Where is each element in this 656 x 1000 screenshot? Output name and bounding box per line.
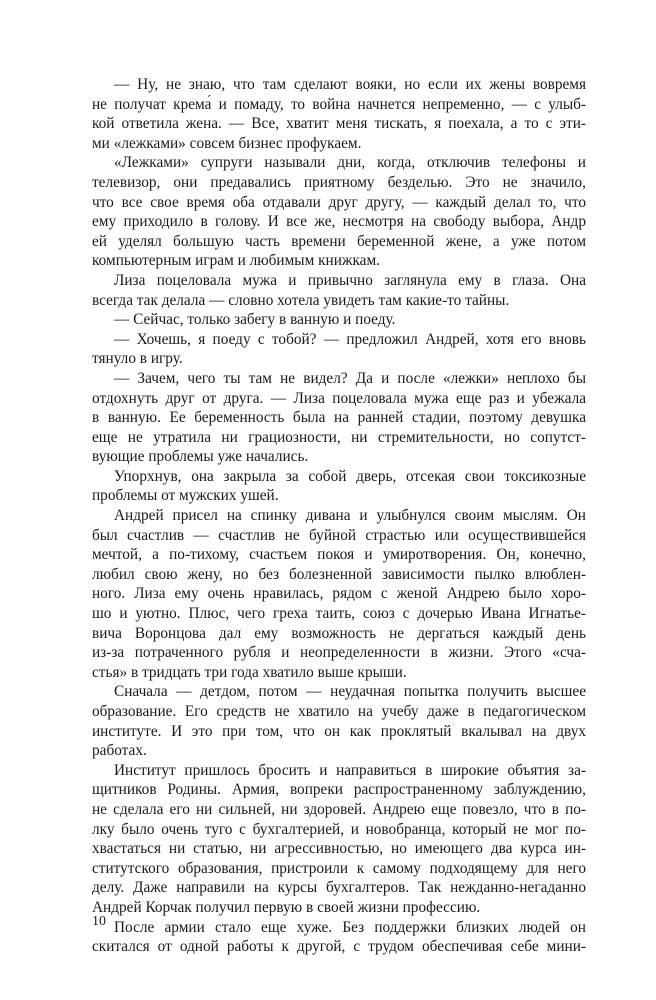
text-line: вующие проблемы уже начались. — [92, 448, 309, 466]
text-line: скитался от одной работы к другой, с трудом обеспечивая себе мини- — [92, 938, 586, 956]
text-line: — Ну, не знаю, что там сделают вояки, но если их жены вовремя — [114, 76, 586, 93]
text-line: еще не утратила ни грациозности, ни стремительности, но сопутст- — [92, 428, 586, 446]
text-line: всегда так делала — словно хотела увидеть там какие-то тайны. — [92, 291, 510, 309]
paragraph — [92, 75, 586, 153]
text-line: компьютерным играм и любимым книжкам. — [92, 252, 380, 270]
paragraph — [92, 330, 586, 369]
text-line: стья» в тридцать три года хватило выше крыши. — [92, 663, 407, 681]
text-line: ей уделял большую часть времени беременной жене, а уже потом — [92, 232, 586, 250]
text-line: проблемы от мужских ушей. — [92, 487, 279, 505]
text-line: образование. Его средств не хватило на учебу даже в педагогическом — [92, 703, 586, 720]
text-line: Андрей Корчак получил первую в своей жизни профессию. — [92, 898, 481, 916]
paragraph — [92, 153, 586, 271]
paragraph — [92, 761, 586, 918]
text-line: не сделала его ни сильней, ни здоровей. Андрею еще повезло, что в по- — [92, 800, 586, 818]
text-line: работах. — [92, 742, 147, 760]
text-line: не получат крема́ и помаду, то война начнется непременно, — с улыб- — [92, 95, 586, 113]
text-line: Лиза поцеловала мужа и привычно заглянула ему в глаза. Она — [114, 271, 586, 289]
text-line: — Хочешь, я поеду с тобой? — предложил Андрей, хотя его вновь — [114, 330, 586, 348]
text-line: — Зачем, чего ты там не видел? Да и после «лежки» неплохо бы — [114, 369, 586, 387]
paragraph — [92, 310, 586, 330]
text-line: был счастлив — счастлив не буйной страстью или осуществившейся — [92, 526, 586, 544]
paragraph — [92, 271, 586, 310]
text-line: из-за потраченного рубля и неопределенности в жизни. Этого «сча- — [92, 644, 586, 662]
text-line: в ванную. Ее беременность была на ранней стадии, поэтому девушка — [92, 409, 586, 427]
page-number: 10 — [92, 914, 106, 929]
text-line: ного. Лиза ему очень нравилась, рядом с женой Андрею было хоро- — [92, 585, 586, 603]
text-line: «Лежками» супруги называли дни, когда, отключив телефоны и — [114, 154, 586, 172]
text-line: телевизор, они предавались приятному безделью. Это не значило, — [92, 173, 586, 191]
text-line: Институт пришлось бросить и направиться в широкие объятия за- — [114, 761, 586, 779]
paragraph — [92, 918, 586, 957]
text-line: вича Воронцова дал ему возможность не дергаться каждый день — [92, 624, 586, 642]
text-line: После армии стало еще хуже. Без поддержки близких людей он — [114, 918, 586, 936]
paragraph — [92, 506, 586, 682]
text-line: тянуло в игру. — [92, 350, 183, 368]
text-line: шо и уютно. Плюс, чего греха таить, союз с дочерью Ивана Игнатье- — [92, 605, 586, 623]
text-line: мечтой, а по-тихому, счастьем покоя и умиротворения. Он, конечно, — [92, 546, 586, 564]
paragraph — [92, 369, 586, 467]
text-line: ему приходило в голову. И все же, несмотря на свободу выбора, Андр — [92, 213, 586, 231]
paragraph — [92, 467, 586, 506]
text-line: хвастаться ни статью, ни агрессивностью, но имеющего два курса ин- — [92, 840, 586, 858]
text-line: лку было очень туго с бухгалтерией, и новобранца, который не мог по- — [92, 820, 586, 838]
text-line: ми «лежками» совсем бизнес профукаем. — [92, 134, 362, 152]
text-line: ститутского образования, пристроили к самому подходящему для него — [92, 859, 586, 877]
book-page-text — [92, 75, 586, 957]
text-line: щитников Родины. Армия, вопреки распространенному заблуждению, — [92, 781, 586, 799]
text-line: Андрей присел на спинку дивана и улыбнулся своим мыслям. Он — [114, 507, 586, 525]
text-line: Упорхнув, она закрыла за собой дверь, отсекая свои токсикозные — [114, 467, 586, 485]
text-line: делу. Даже направили на курсы бухгалтеров. Так нежданно-негаданно — [92, 879, 586, 897]
text-line: отдохнуть друг от друга. — Лиза поцеловала мужа еще раз и убежала — [92, 389, 586, 407]
text-line: кой ответила жена. — Все, хватит меня тискать, я поехала, а то с эти- — [92, 115, 586, 133]
text-line: институте. И это при том, что он как проклятый вкалывал на двух — [92, 722, 586, 740]
text-line: Сначала — детдом, потом — неудачная попытка получить высшее — [114, 683, 586, 701]
text-line: — Сейчас, только забегу в ванную и поеду. — [114, 311, 396, 329]
text-line: что все свое время оба отдавали друг другу, — каждый делал то, что — [92, 193, 586, 211]
paragraph — [92, 682, 586, 760]
text-line: любил свою жену, но без болезненной зависимости пылко влюблен- — [92, 565, 586, 583]
